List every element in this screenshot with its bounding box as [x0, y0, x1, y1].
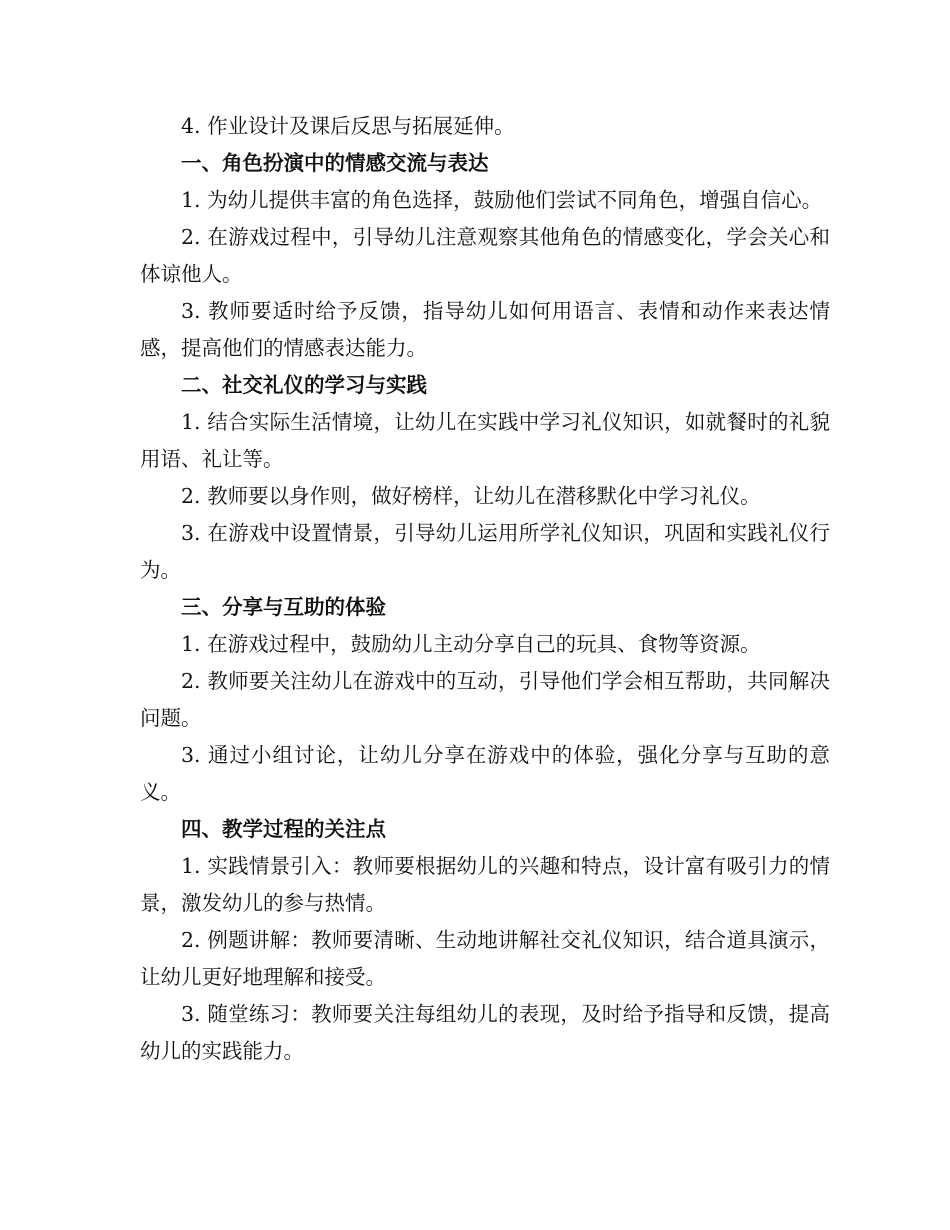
section-heading-3: 三、分享与互助的体验 — [181, 595, 386, 619]
paragraph: 2. 教师要关注幼儿在游戏中的互动，引导他们学会相互帮助，共同解决问题。 — [140, 669, 830, 730]
paragraph: 1. 在游戏过程中，鼓励幼儿主动分享自己的玩具、食物等资源。 — [181, 632, 761, 656]
paragraph: 2. 在游戏过程中，引导幼儿注意观察其他角色的情感变化，学会关心和体谅他人。 — [140, 225, 830, 286]
paragraph: 3. 通过小组讨论，让幼儿分享在游戏中的体验，强化分享与互助的意义。 — [140, 743, 830, 804]
paragraph: 2. 例题讲解：教师要清晰、生动地讲解社交礼仪知识，结合道具演示，让幼儿更好地理解和接受。 — [140, 928, 830, 989]
document-page — [140, 108, 830, 1070]
paragraph: 1. 为幼儿提供丰富的角色选择，鼓励他们尝试不同角色，增强自信心。 — [181, 188, 823, 212]
paragraph: 2. 教师要以身作则，做好榜样，让幼儿在潜移默化中学习礼仪。 — [181, 484, 761, 508]
paragraph-homework: 4. 作业设计及课后反思与拓展延伸。 — [181, 114, 515, 138]
paragraph: 1. 实践情景引入：教师要根据幼儿的兴趣和特点，设计富有吸引力的情景，激发幼儿的参与热情。 — [140, 854, 830, 915]
paragraph: 3. 教师要适时给予反馈，指导幼儿如何用语言、表情和动作来表达情感，提高他们的情感表达能力。 — [140, 299, 830, 360]
paragraph: 1. 结合实际生活情境，让幼儿在实践中学习礼仪知识，如就餐时的礼貌用语、礼让等。 — [140, 410, 830, 471]
section-heading-2: 二、社交礼仪的学习与实践 — [181, 373, 427, 397]
paragraph: 3. 在游戏中设置情景，引导幼儿运用所学礼仪知识，巩固和实践礼仪行为。 — [140, 521, 830, 582]
paragraph: 3. 随堂练习：教师要关注每组幼儿的表现，及时给予指导和反馈，提高幼儿的实践能力。 — [140, 1002, 830, 1063]
section-heading-1: 一、角色扮演中的情感交流与表达 — [181, 151, 489, 175]
section-heading-4: 四、教学过程的关注点 — [181, 817, 386, 841]
